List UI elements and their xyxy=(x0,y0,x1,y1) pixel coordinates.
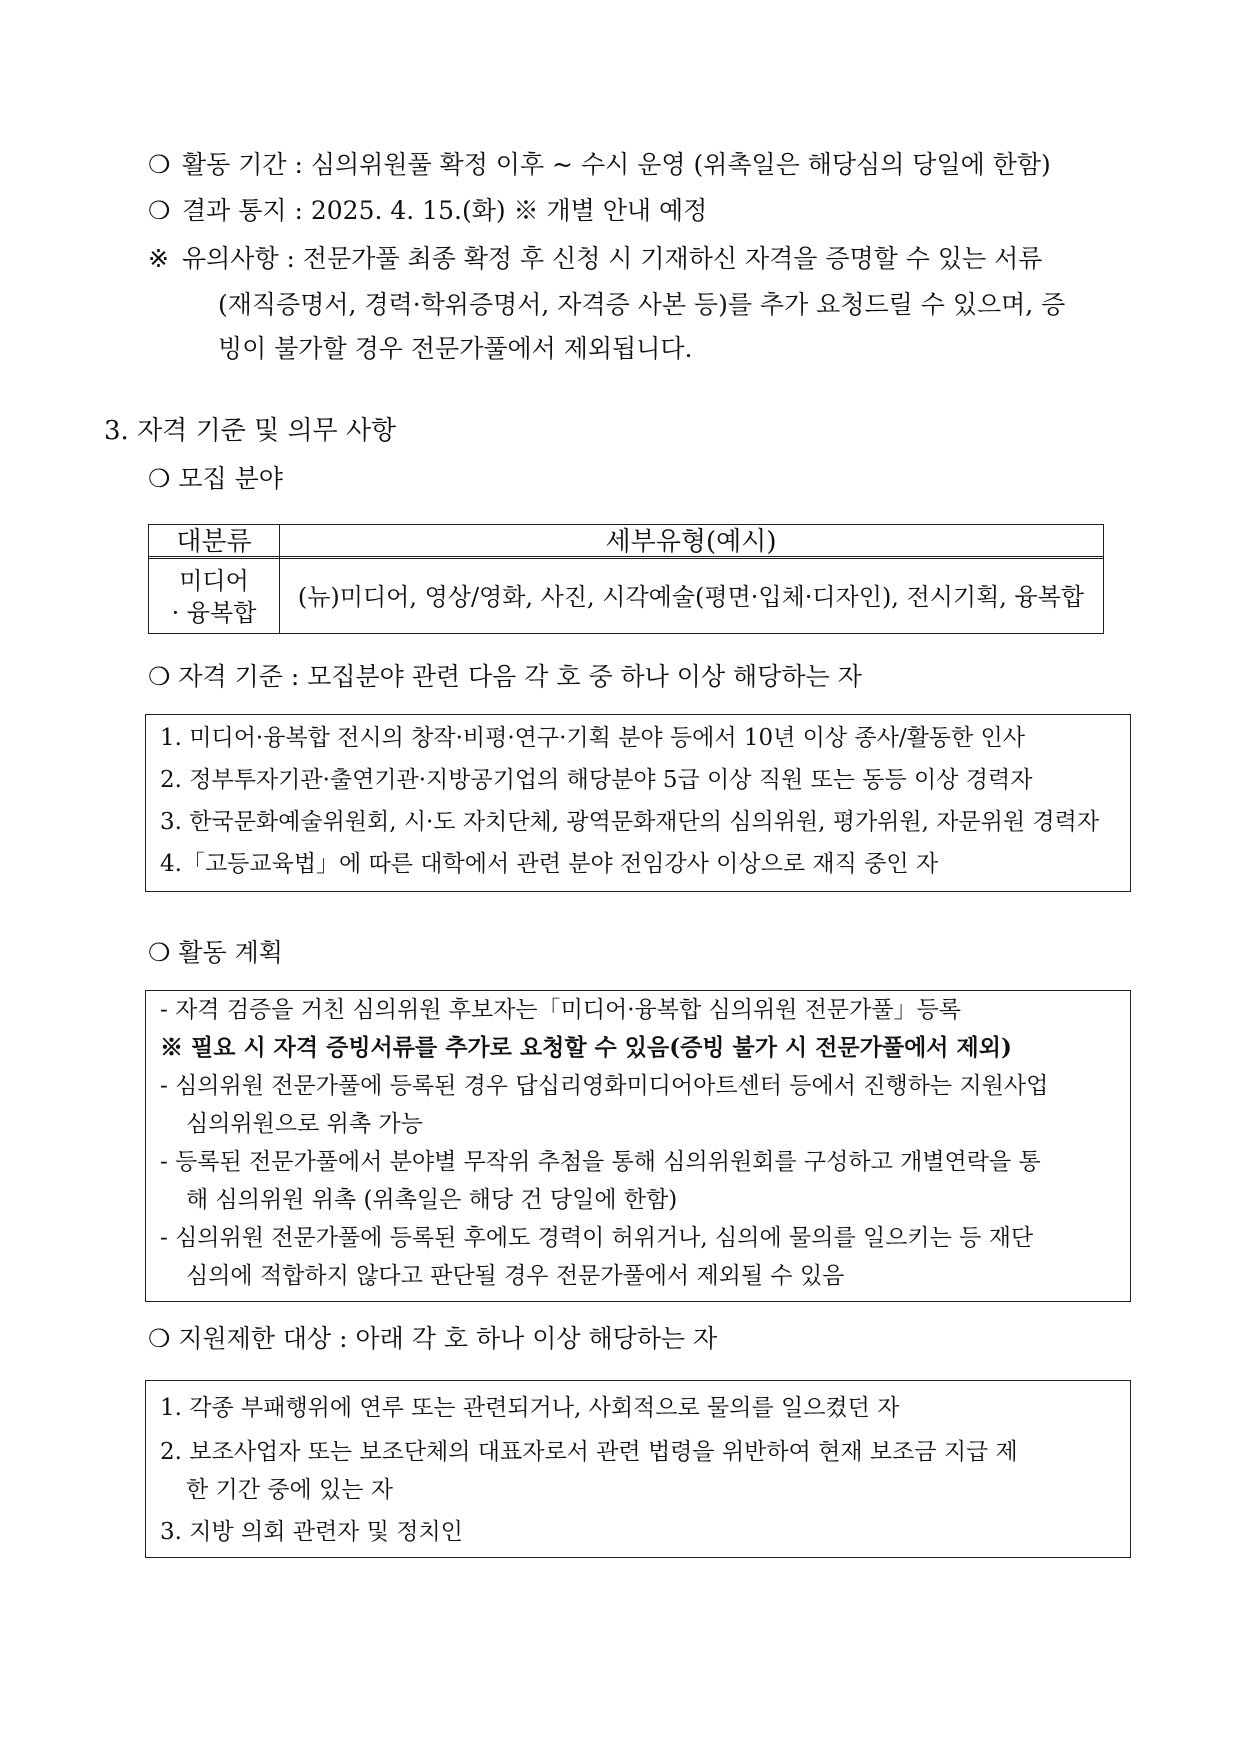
notice-line-2 xyxy=(218,288,1065,322)
restriction-item-continued: 한 기간 중에 있는 자 xyxy=(186,1477,393,1503)
section-title: 3. 자격 기준 및 의무 사항 xyxy=(104,416,397,446)
plan-heading: ❍ 활동 계획 xyxy=(148,938,283,967)
qualification-item: 1. 미디어·융복합 전시의 창작·비평·연구·기획 분야 등에서 10년 이상 종사/활동한 인사 xyxy=(160,725,1025,751)
qualification-item: 2. 정부투자기관·출연기관·지방공기업의 해당분야 5급 이상 직원 또는 동등 이상 경력자 xyxy=(160,767,1033,793)
notice-text-1: 유의사항 : 전문가풀 최종 확정 후 신청 시 기재하신 자격을 증명할 수 있는 서류 xyxy=(182,244,1043,273)
result-notice-text: 결과 통지 : 2025. 4. 15.(화) ※ 개별 안내 예정 xyxy=(182,196,708,225)
header-detail: 세부유형(예시) xyxy=(605,527,777,557)
plan-item-continued: 해 심의위원 위촉 (위촉일은 해당 건 당일에 한함) xyxy=(186,1187,678,1213)
restriction-item: 2. 보조사업자 또는 보조단체의 대표자로서 관련 법령을 위반하여 현재 보조금 지급 제 xyxy=(160,1439,1018,1465)
plan-item-continued: 심의에 적합하지 않다고 판단될 경우 전문가풀에서 제외될 수 있음 xyxy=(186,1263,845,1289)
notice-text-3: 빙이 불가할 경우 전문가풀에서 제외됩니다. xyxy=(218,334,693,363)
notice-line-1 xyxy=(148,242,1042,276)
notice-line-3 xyxy=(218,332,692,366)
qualification-heading: ❍ 자격 기준 : 모집분야 관련 다음 각 호 중 하나 이상 해당하는 자 xyxy=(148,662,862,691)
qualification-item: 4.「고등교육법」에 따른 대학에서 관련 분야 전임강사 이상으로 재직 중인 자 xyxy=(160,851,939,877)
qualifications-box xyxy=(145,714,1131,892)
plan-item: - 심의위원 전문가풀에 등록된 경우 답십리영화미디어아트센터 등에서 진행하는 지원사업 xyxy=(160,1073,1049,1099)
major-line-1: 미디어 xyxy=(179,567,249,595)
circle-bullet-icon: ❍ xyxy=(148,150,171,179)
plan-item: - 자격 검증을 거친 심의위원 후보자는「미디어·융복합 심의위원 전문가풀」등록 xyxy=(160,997,962,1023)
restriction-heading: ❍ 지원제한 대상 : 아래 각 호 하나 이상 해당하는 자 xyxy=(148,1324,718,1353)
restriction-item: 3. 지방 의회 관련자 및 정치인 xyxy=(160,1519,463,1545)
plan-note: ※ 필요 시 자격 증빙서류를 추가로 요청할 수 있음(증빙 불가 시 전문가풀에서 제외) xyxy=(160,1034,1012,1061)
activity-period-text: 활동 기간 : 심의위원풀 확정 이후 ~ 수시 운영 (위촉일은 해당심의 당일에 한함) xyxy=(182,150,1051,179)
fields-heading: ❍ 모집 분야 xyxy=(148,464,283,493)
header-major: 대분류 xyxy=(176,527,252,557)
activity-period-line xyxy=(148,148,1051,182)
detail-types: (뉴)미디어, 영상/영화, 사진, 시각예술(평면·입체·디자인), 전시기획, 융복합 xyxy=(297,583,1085,611)
restrictions-box xyxy=(145,1380,1131,1558)
plan-item: - 등록된 전문가풀에서 분야별 무작위 추첨을 통해 심의위원회를 구성하고 개별연락을 통 xyxy=(160,1149,1041,1175)
result-notice-line xyxy=(148,194,707,228)
plan-box xyxy=(145,990,1131,1302)
restriction-item: 1. 각종 부패행위에 연루 또는 관련되거나, 사회적으로 물의를 일으켰던 자 xyxy=(160,1395,900,1421)
notice-mark-icon: ※ xyxy=(148,244,169,273)
category-table xyxy=(148,524,1104,634)
circle-bullet-icon: ❍ xyxy=(148,196,171,225)
plan-item: - 심의위원 전문가풀에 등록된 후에도 경력이 허위거나, 심의에 물의를 일으키는 등 재단 xyxy=(160,1225,1034,1251)
major-category xyxy=(149,565,279,629)
plan-item-continued: 심의위원으로 위촉 가능 xyxy=(186,1111,423,1137)
qualification-item: 3. 한국문화예술위원회, 시·도 자치단체, 광역문화재단의 심의위원, 평가위원, 자문위원 경력자 xyxy=(160,809,1100,835)
major-line-2: · 융복합 xyxy=(171,599,257,627)
notice-text-2: (재직증명서, 경력·학위증명서, 자격증 사본 등)를 추가 요청드릴 수 있으며, 증 xyxy=(218,290,1066,319)
